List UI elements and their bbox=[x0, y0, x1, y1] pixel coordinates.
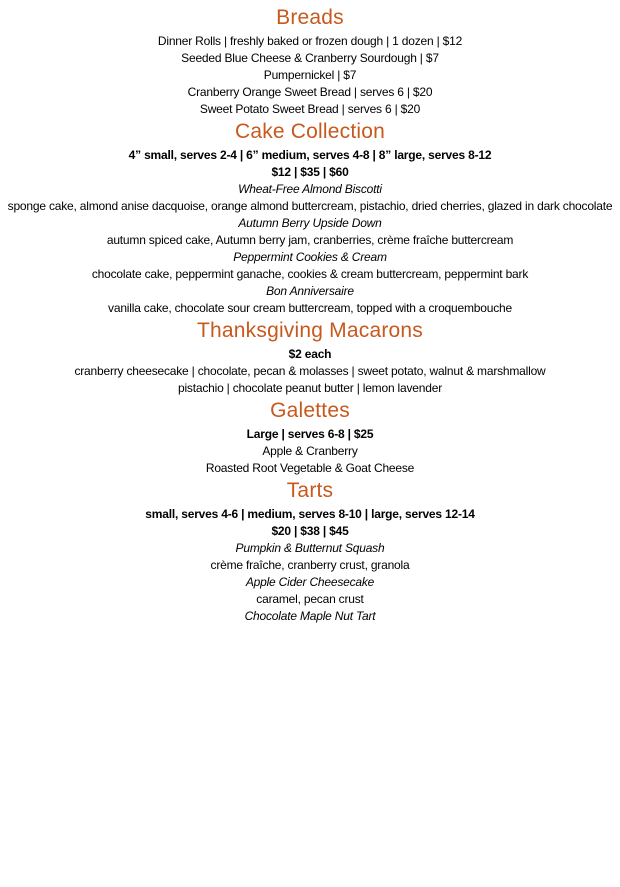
section-title-cake-collection: Cake Collection bbox=[234, 120, 386, 143]
menu-item-line: Dinner Rolls | freshly baked or frozen dough | 1 dozen | $12 bbox=[157, 34, 463, 48]
menu-item-line: Roasted Root Vegetable & Goat Cheese bbox=[205, 461, 415, 475]
menu-item-line: Sweet Potato Sweet Bread | serves 6 | $20 bbox=[199, 102, 421, 116]
flavor-line: cranberry cheesecake | chocolate, pecan & molasses | sweet potato, walnut & marshmallow bbox=[74, 364, 546, 378]
item-name: Bon Anniversaire bbox=[266, 284, 354, 298]
price-line: $2 each bbox=[288, 347, 332, 361]
item-name: Chocolate Maple Nut Tart bbox=[244, 609, 376, 623]
item-description: vanilla cake, chocolate sour cream buttercream, topped with a croquembouche bbox=[108, 301, 512, 315]
menu-item-line: Apple & Cranberry bbox=[262, 444, 358, 458]
price-line: $12 | $35 | $60 bbox=[271, 165, 349, 179]
item-description: sponge cake, almond anise dacquoise, orange almond buttercream, pistachio, dried cherries, glazed in dark chocolate bbox=[7, 199, 613, 213]
menu-item-line: Pumpernickel | $7 bbox=[263, 68, 357, 82]
section-title-breads: Breads bbox=[276, 6, 344, 29]
size-options-line: small, serves 4-6 | medium, serves 8-10 | large, serves 12-14 bbox=[145, 507, 475, 521]
menu-item-line: Seeded Blue Cheese & Cranberry Sourdough | $7 bbox=[181, 51, 439, 65]
item-name: Apple Cider Cheesecake bbox=[245, 575, 375, 589]
item-name: Autumn Berry Upside Down bbox=[238, 216, 382, 230]
price-line: $20 | $38 | $45 bbox=[271, 524, 349, 538]
menu-item-line: Cranberry Orange Sweet Bread | serves 6 | $20 bbox=[187, 85, 433, 99]
item-description: chocolate cake, peppermint ganache, cookies & cream buttercream, peppermint bark bbox=[91, 267, 529, 281]
section-title-tarts: Tarts bbox=[286, 479, 334, 502]
size-price-line: Large | serves 6-8 | $25 bbox=[246, 427, 374, 441]
item-name: Wheat-Free Almond Biscotti bbox=[238, 182, 382, 196]
flavor-line: pistachio | chocolate peanut butter | lemon lavender bbox=[177, 381, 442, 395]
item-description: crème fraîche, cranberry crust, granola bbox=[210, 558, 410, 572]
section-title-galettes: Galettes bbox=[270, 399, 350, 422]
item-description: autumn spiced cake, Autumn berry jam, cranberries, crème fraîche buttercream bbox=[106, 233, 514, 247]
item-name: Peppermint Cookies & Cream bbox=[233, 250, 387, 264]
item-description: caramel, pecan crust bbox=[256, 592, 364, 606]
item-name: Pumpkin & Butternut Squash bbox=[235, 541, 385, 555]
size-options-line: 4” small, serves 2-4 | 6” medium, serves 4-8 | 8” large, serves 8-12 bbox=[128, 148, 492, 162]
section-title-thanksgiving-macarons: Thanksgiving Macarons bbox=[197, 319, 423, 342]
